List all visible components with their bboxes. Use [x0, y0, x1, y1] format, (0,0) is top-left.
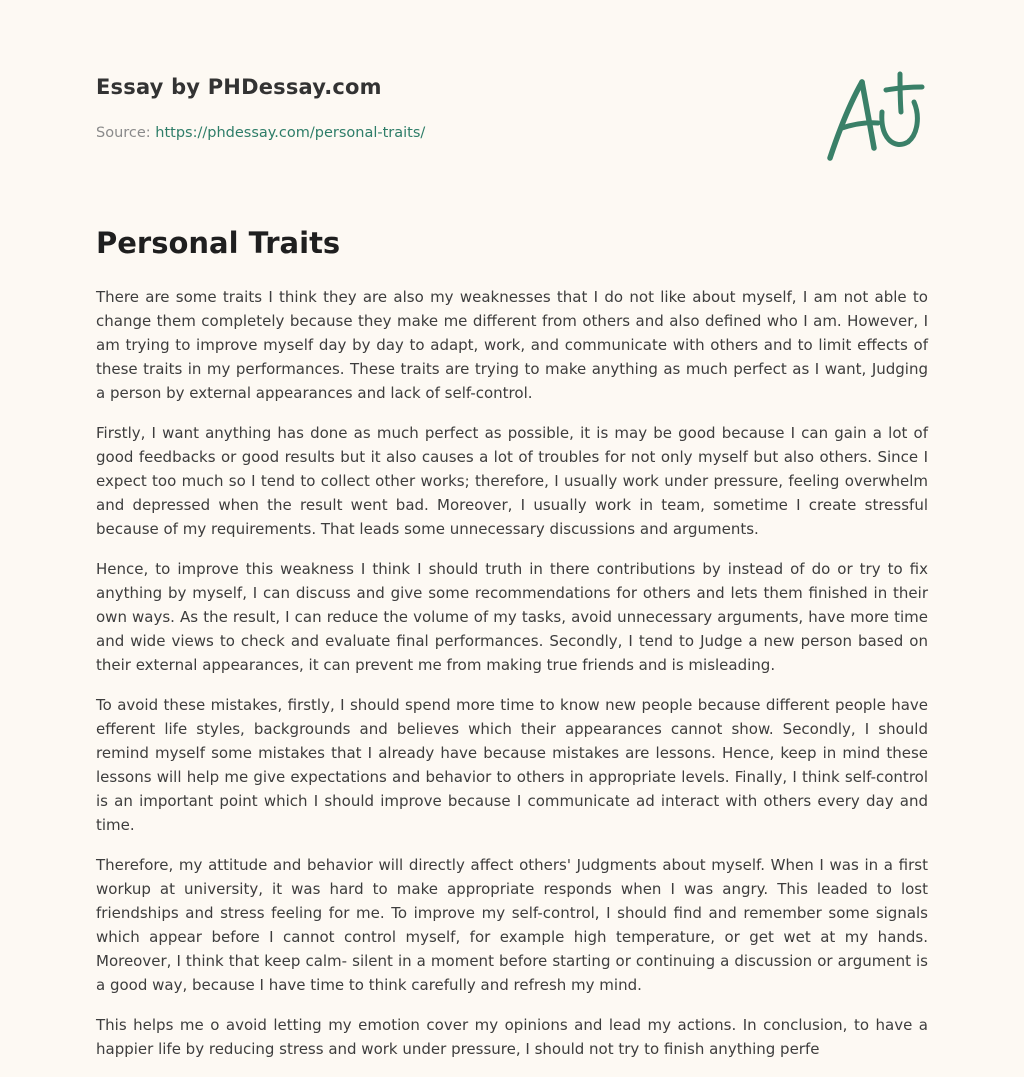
essay-paragraph: There are some traits I think they are also my weaknesses that I do not like about myself, I am not able to change them completely because they make me different from others and also defined who I am. However, I am trying to improve myself day by day to adapt, work, and communicate with others and to limit effects of these traits in my performances. These traits are trying to make anything as much perfect as I want, Judging a person by external appearances and lack of self-control. — [96, 288, 928, 402]
site-brand: Essay by PHDessay.com — [96, 75, 382, 99]
essay-paragraph: This helps me o avoid letting my emotion cover my opinions and lead my actions. In conclusion, to have a happier life by reducing stress and work under pressure, I should not try to finish anything perfe — [96, 1016, 928, 1058]
essay-paragraph: Firstly, I want anything has done as much perfect as possible, it is may be good because I can gain a lot of good feedbacks or good results but it also causes a lot of troubles for not only myself but also others. Since I expect too much so I tend to collect other works; therefore, I usually work under pressure, feeling overwhelm and depressed when the result went bad. Moreover, I usually work in team, sometime I create stressful because of my requirements. That leads some unnecessary discussions and arguments. — [96, 424, 928, 538]
source-line — [96, 125, 425, 141]
source-link[interactable]: https://phdessay.com/personal-traits/ — [155, 125, 426, 141]
essay-paragraph: Therefore, my attitude and behavior will directly affect others' Judgments about myself. When I was in a first workup at university, it was hard to make appropriate responds when I was angry. This leaded to lost friendships and stress feeling for me. To improve my self-control, I should find and remember some signals which appear before I cannot control myself, for example high temperature, or get wet at my hands. Moreover, I think that keep calm- silent in a moment before starting or continuing a discussion or argument is a good way, because I have time to think carefully and refresh my mind. — [96, 856, 928, 994]
source-label: Source: — [96, 125, 151, 141]
essay-title: Personal Traits — [96, 226, 341, 260]
essay-paragraph: Hence, to improve this weakness I think I should truth in there contributions by instead of do or try to fix anything by myself, I can discuss and give some recommendations for others and lets them finished in their own ways. As the result, I can reduce the volume of my tasks, avoid unnecessary arguments, have more time and wide views to check and evaluate final performances. Secondly, I tend to Judge a new person based on their external appearances, it can prevent me from making true friends and is misleading. — [96, 560, 928, 674]
a-plus-grade-icon — [820, 68, 930, 168]
essay-body — [96, 285, 928, 1077]
essay-paragraph: To avoid these mistakes, firstly, I should spend more time to know new people because different people have efferent life styles, backgrounds and believes which their appearances cannot show. Secondly, I should remind myself some mistakes that I already have because mistakes are lessons. Hence, keep in mind these lessons will help me give expectations and behavior to others in appropriate levels. Finally, I think self-control is an important point which I should improve because I communicate ad interact with others every day and time. — [96, 696, 928, 834]
